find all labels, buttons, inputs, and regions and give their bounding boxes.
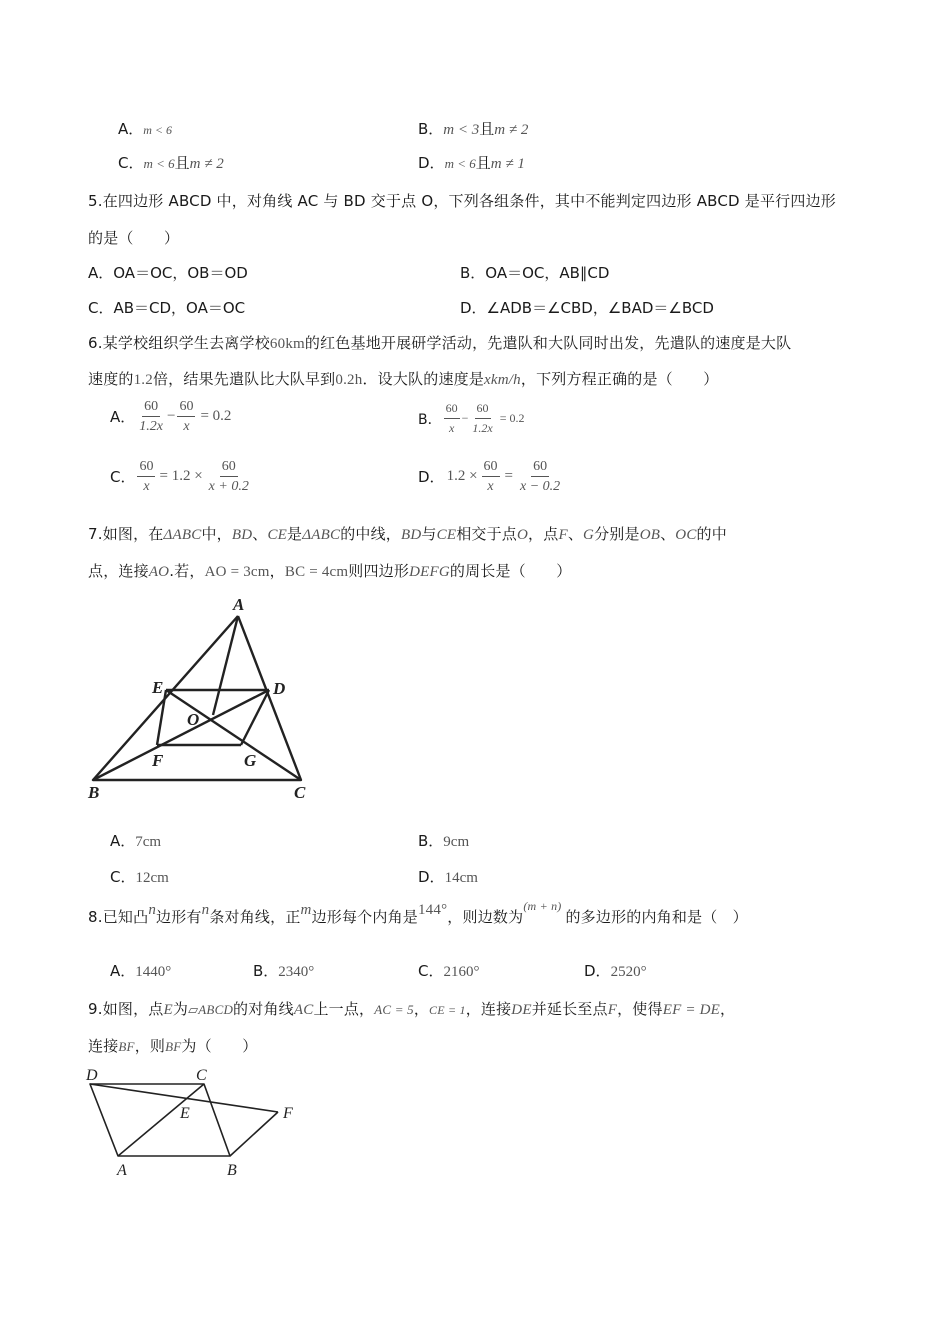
q5-option-c: C．AB＝CD，OA＝OC xyxy=(88,299,246,317)
q8-option-a: A．1440° xyxy=(110,962,172,980)
q9-label-c: C xyxy=(196,1067,207,1084)
q7-label-o: O xyxy=(187,710,200,729)
q6-option-d: D． 1.2 × $\frac{60}{x}$ = $\frac{60}{x - 0.2}$ xyxy=(418,459,561,494)
q9-label-a: A xyxy=(117,1162,127,1179)
q9-stem-line2: 连接BF，则BF为（ ） xyxy=(88,1037,258,1055)
q4-option-b: B．m < 3且m ≠ 2 xyxy=(418,120,529,138)
q7-stem-line2: 点，连接AO.若，AO = 3cm，BC = 4cm则四边形DEFG的周长是（ ） xyxy=(88,562,572,580)
q9-label-f: F xyxy=(283,1105,293,1122)
q9-label-e: E xyxy=(180,1105,190,1122)
q7-triangle-figure xyxy=(80,592,330,804)
q7-label-f: F xyxy=(152,751,164,770)
q6-b-frac2: $\frac{60}{1.2x}$ xyxy=(472,401,493,435)
q6-option-b: B． $\frac{60}{x}$ − $\frac{60}{1.2x}$ = 0.2 xyxy=(418,401,525,435)
q4-option-a: A．m < 6 xyxy=(118,120,173,138)
q6-d-frac2: $\frac{60}{x - 0.2}$ xyxy=(520,459,561,494)
q9-stem-line1: 9.如图，点E为▱ABCD的对角线AC上一点，AC = 5，CE = 1，连接DE并延长至点F，使得EF = DE， xyxy=(88,1000,736,1018)
q7-median-bd xyxy=(93,690,269,780)
q7-option-a: A．7cm xyxy=(110,832,162,850)
q6-c-frac2: $\frac{60}{x + 0.2}$ xyxy=(208,459,249,494)
q7-stem-line1: 7.如图，在ΔABC中，BD、CE是ΔABC的中线，BD与CE相交于点O，点F、G分别是OB、OC的中 xyxy=(88,525,727,543)
q6-b-frac1: $\frac{60}{x}$ xyxy=(445,401,458,435)
q6-a-frac2: $\frac{60}{x}$ xyxy=(179,399,194,434)
q5-option-a: A．OA＝OC，OB＝OD xyxy=(88,264,248,282)
q5-stem-line2: 的是（ ） xyxy=(88,229,180,247)
q7-label-c: C xyxy=(294,783,306,802)
q8-option-d: D．2520° xyxy=(584,962,647,980)
q5-stem-line1: 5.在四边形 ABCD 中，对角线 AC 与 BD 交于点 O，下列各组条件，其中不能判定四边形 ABCD 是平行四边形 xyxy=(88,192,836,210)
q6-d-frac1: $\frac{60}{x}$ xyxy=(483,459,498,494)
q5-option-b: B．OA＝OC，AB∥CD xyxy=(460,264,610,282)
q9-segment-bf xyxy=(230,1112,278,1156)
q9-label-b: B xyxy=(227,1162,237,1179)
q7-median-ce xyxy=(166,690,301,780)
q6-c-frac1: $\frac{60}{x}$ xyxy=(139,459,154,494)
q6-stem-line2: 速度的1.2倍，结果先遣队比大队早到0.2h．设大队的速度是xkm/h，下列方程正确的是（ ） xyxy=(88,370,719,388)
q7-label-b: B xyxy=(88,783,100,802)
q7-label-d: D xyxy=(273,679,286,698)
q4-option-d: D．m < 6且m ≠ 1 xyxy=(418,154,525,172)
q7-triangle-abc xyxy=(93,616,301,780)
q7-label-g: G xyxy=(244,751,257,770)
q7-option-b: B．9cm xyxy=(418,832,470,850)
q7-option-d: D．14cm xyxy=(418,868,478,886)
q6-option-c: C． $\frac{60}{x}$ = 1.2 × $\frac{60}{x + 0.2}$ xyxy=(110,459,249,494)
q8-stem: 8.已知凸n边形有n条对角线，正m边形每个内角是144°，则边数为$^{(m + n)}$的多边形的内角和是（ ） xyxy=(88,899,748,926)
q7-label-e: E xyxy=(152,678,164,697)
q9-label-d: D xyxy=(86,1067,98,1084)
q6-stem-line1: 6.某学校组织学生去离学校60km的红色基地开展研学活动，先遣队和大队同时出发，先遣队的速度是大队 xyxy=(88,334,792,352)
q6-a-frac1: $\frac{60}{1.2x}$ xyxy=(139,399,163,434)
q7-label-a: A xyxy=(233,595,245,614)
q9-parallelogram-figure xyxy=(80,1064,310,1180)
q7-option-c: C．12cm xyxy=(110,868,169,886)
q4-option-c: C．m < 6且m ≠ 2 xyxy=(118,154,224,172)
q7-segment-ef xyxy=(157,690,166,745)
q8-option-b: B．2340° xyxy=(253,962,315,980)
q6-option-a: A． $\frac{60}{1.2x}$ − $\frac{60}{x}$ = 0.2 xyxy=(110,399,232,434)
q8-option-c: C．2160° xyxy=(418,962,480,980)
q5-option-d: D．∠ADB＝∠CBD，∠BAD＝∠BCD xyxy=(460,299,714,317)
